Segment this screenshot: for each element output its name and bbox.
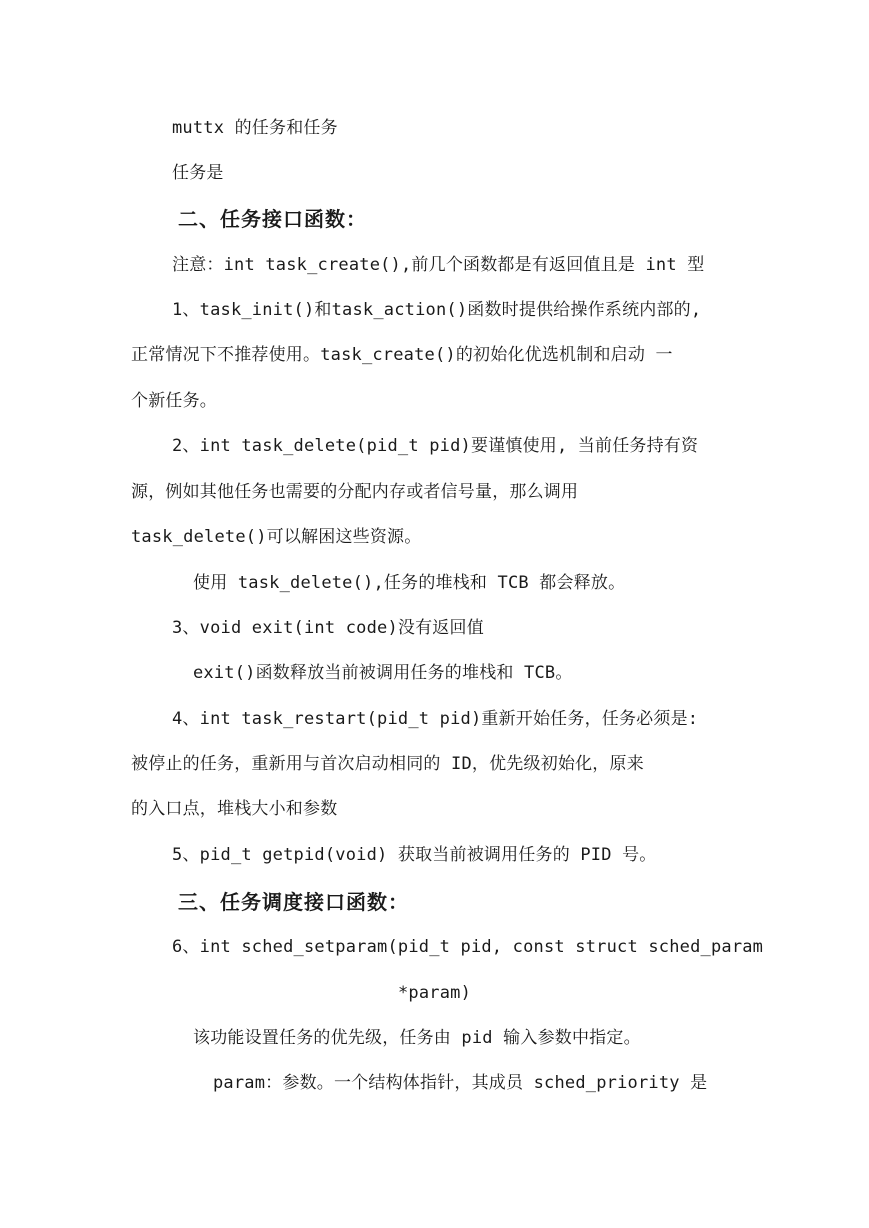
- text-line: 被停止的任务，重新用与首次启动相同的 ID，优先级初始化，原来: [131, 754, 644, 774]
- text-line: 注意：int task_create(),前几个函数都是有返回值且是 int 型: [172, 255, 705, 275]
- section-heading: 三、任务调度接口函数：: [178, 890, 409, 914]
- text-line: 3、void exit(int code)没有返回值: [172, 618, 484, 638]
- text-line: 源，例如其他任务也需要的分配内存或者信号量，那么调用: [131, 482, 579, 502]
- text-line: 2、int task_delete(pid_t pid)要谨慎使用, 当前任务持有资: [172, 436, 699, 456]
- text-line: muttx 的任务和任务: [172, 118, 338, 138]
- text-line: exit()函数释放当前被调用任务的堆栈和 TCB。: [193, 663, 573, 683]
- text-line: 6、int sched_setparam(pid_t pid, const struct sched_param: [172, 937, 764, 957]
- text-line: 该功能设置任务的优先级，任务由 pid 输入参数中指定。: [193, 1028, 641, 1048]
- text-line: 5、pid_t getpid(void) 获取当前被调用任务的 PID 号。: [172, 845, 657, 865]
- text-line: 的入口点，堆栈大小和参数: [131, 799, 338, 819]
- text-line: 个新任务。: [131, 391, 217, 411]
- text-line: param：参数。一个结构体指针，其成员 sched_priority 是: [213, 1073, 708, 1093]
- text-line: *param): [397, 983, 472, 1003]
- text-line: 任务是: [172, 163, 224, 183]
- text-line: 4、int task_restart(pid_t pid)重新开始任务，任务必须是:: [172, 709, 699, 729]
- text-line: 使用 task_delete(),任务的堆栈和 TCB 都会释放。: [193, 573, 626, 593]
- text-line: 正常情况下不推荐使用。task_create()的初始化优选机制和启动 一: [131, 345, 673, 365]
- text-line: task_delete()可以解困这些资源。: [131, 527, 422, 547]
- text-line: 1、task_init()和task_action()函数时提供给操作系统内部的,: [172, 300, 702, 320]
- section-heading: 二、任务接口函数：: [178, 207, 367, 231]
